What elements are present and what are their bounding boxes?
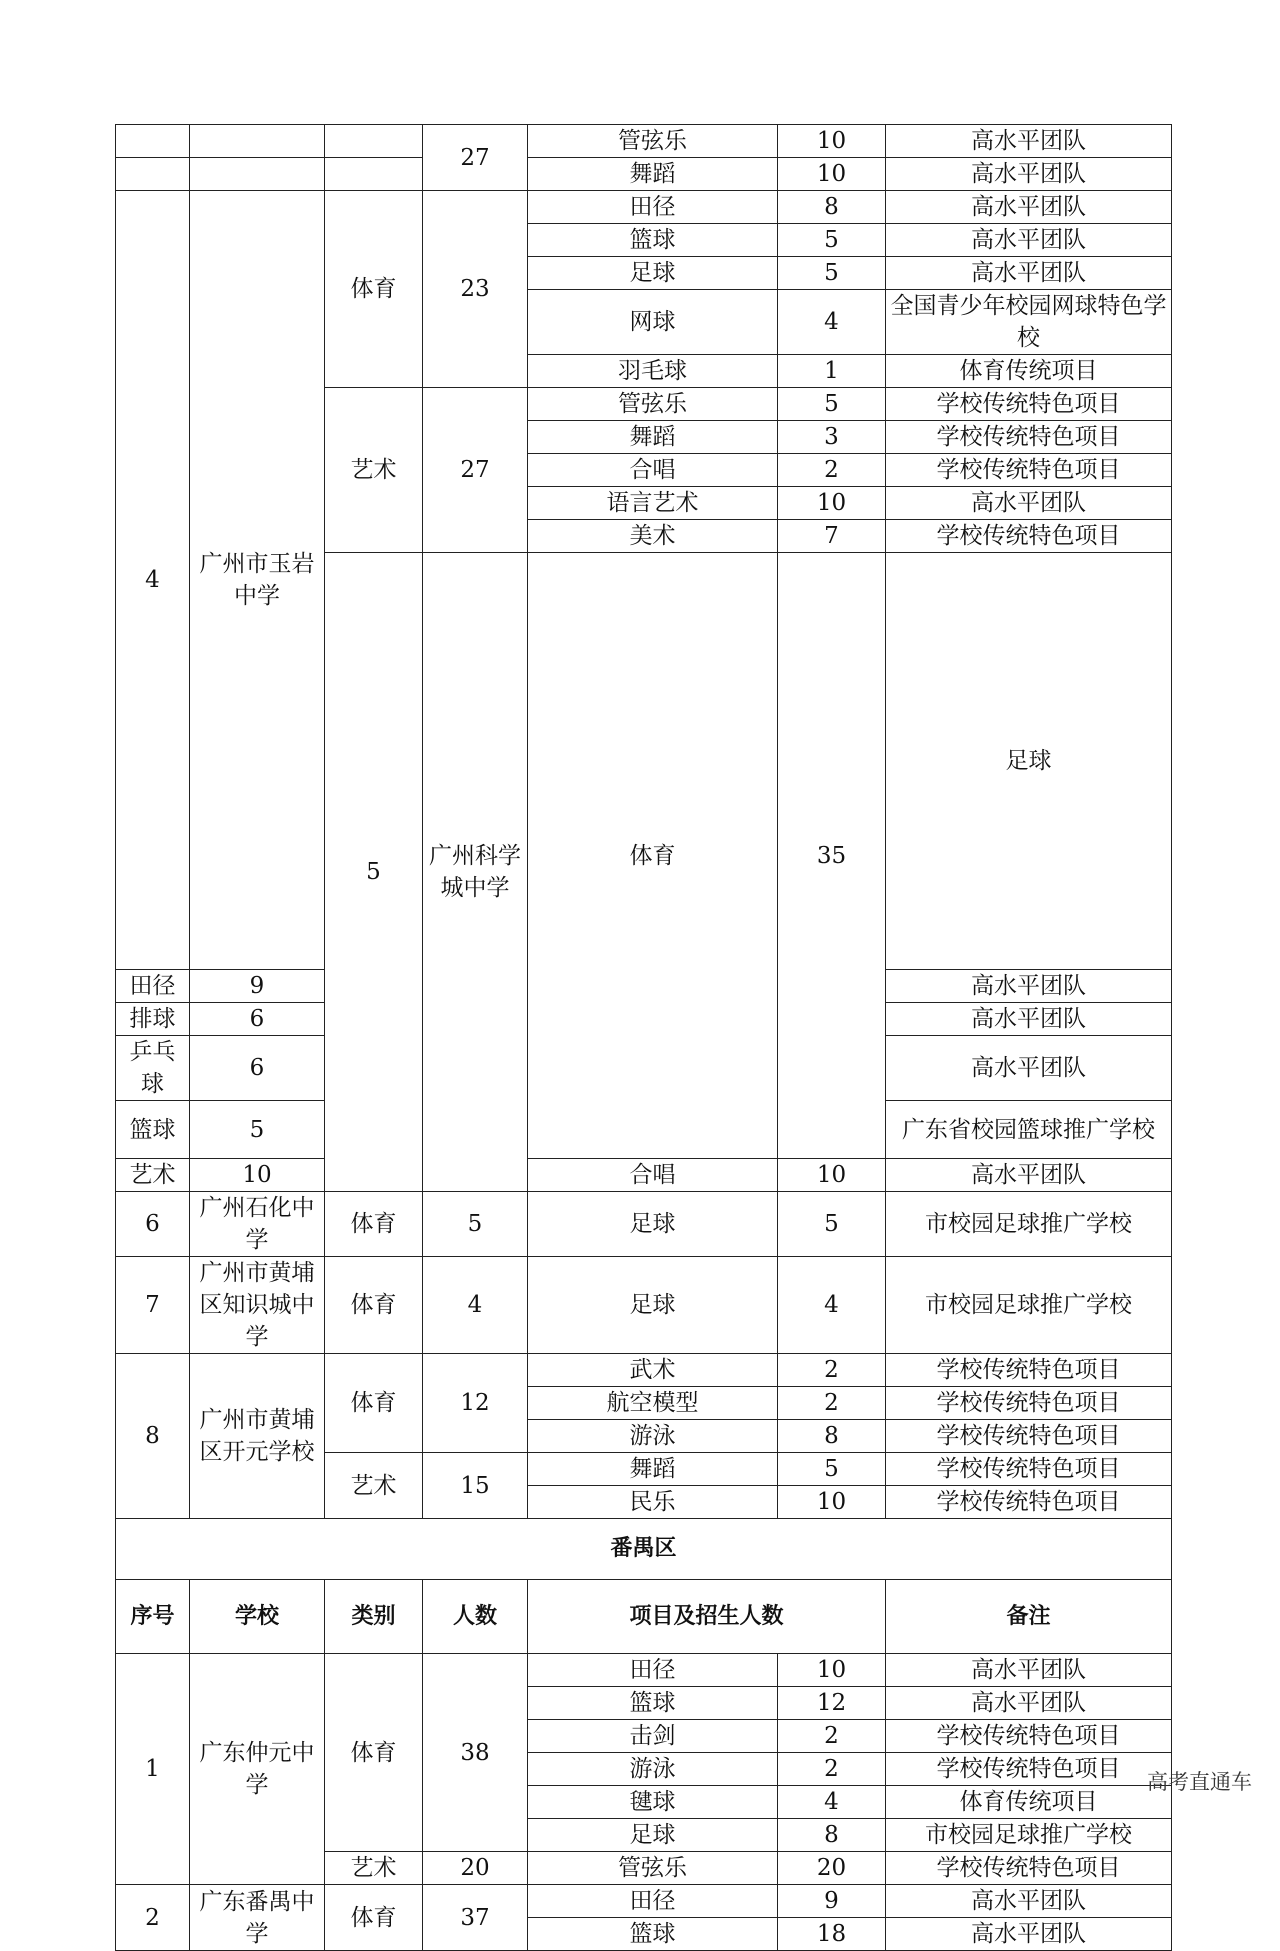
table-cell: 体育 [325,1654,423,1852]
watermark: 高考直通车 [1147,1770,1252,1794]
table-cell: 7 [778,520,886,553]
table-cell: 田径 [116,970,190,1003]
table-cell: 5 [190,1101,325,1159]
table-cell: 5 [423,1192,528,1257]
table-cell: 广东仲元中学 [190,1654,325,1885]
table-row [116,1654,1172,1687]
table-cell: 4 [778,290,886,355]
table-cell: 足球 [528,257,778,290]
column-header: 类别 [325,1580,423,1654]
table-cell: 高水平团队 [886,1918,1172,1951]
table-cell: 学校传统特色项目 [886,388,1172,421]
column-header: 学校 [190,1580,325,1654]
table-cell [190,125,325,158]
table-cell: 高水平团队 [886,1036,1172,1101]
table-row [116,1580,1172,1654]
table-cell: 舞蹈 [528,421,778,454]
table-cell: 体育传统项目 [886,355,1172,388]
table-cell: 广东省校园篮球推广学校 [886,1101,1172,1159]
table-cell [190,158,325,191]
table-cell: 高水平团队 [886,224,1172,257]
table-cell: 乒乓球 [116,1036,190,1101]
table-cell: 10 [778,1486,886,1519]
table-cell [325,125,423,158]
column-header: 人数 [423,1580,528,1654]
table-cell: 5 [778,388,886,421]
table-row [116,1257,1172,1354]
table-cell: 27 [423,125,528,191]
table-cell [116,125,190,158]
table-cell: 学校传统特色项目 [886,1387,1172,1420]
table-cell: 5 [325,553,423,1192]
table-cell: 10 [778,487,886,520]
table-row [116,158,1172,191]
table-cell: 田径 [528,191,778,224]
table-cell: 5 [778,224,886,257]
table-cell: 游泳 [528,1420,778,1453]
table-cell [116,158,190,191]
table-cell: 10 [778,1654,886,1687]
table-cell: 网球 [528,290,778,355]
table-cell: 37 [423,1885,528,1951]
column-header: 备注 [886,1580,1172,1654]
table-cell: 学校传统特色项目 [886,1753,1172,1786]
table-cell: 市校园足球推广学校 [886,1819,1172,1852]
table-cell: 舞蹈 [528,158,778,191]
table-cell: 广东番禺中学 [190,1885,325,1951]
table-cell: 合唱 [528,1159,778,1192]
table-cell: 20 [423,1852,528,1885]
table-row [116,1519,1172,1580]
table-cell: 高水平团队 [886,1159,1172,1192]
table-cell: 艺术 [325,1453,423,1519]
table-cell: 2 [778,1354,886,1387]
table-row [116,1192,1172,1257]
table-cell: 广州石化中学 [190,1192,325,1257]
table-cell: 篮球 [528,224,778,257]
table-cell: 1 [116,1654,190,1885]
table-cell: 高水平团队 [886,1003,1172,1036]
table-cell: 35 [778,553,886,1159]
table-cell: 高水平团队 [886,970,1172,1003]
table-row [116,125,1172,158]
table-cell: 市校园足球推广学校 [886,1257,1172,1354]
table-cell: 学校传统特色项目 [886,520,1172,553]
table-row [116,1354,1172,1387]
table-cell: 学校传统特色项目 [886,1720,1172,1753]
table-cell: 高水平团队 [886,158,1172,191]
table-cell: 2 [778,454,886,487]
table-cell: 8 [116,1354,190,1519]
table-cell: 7 [116,1257,190,1354]
table-cell: 体育传统项目 [886,1786,1172,1819]
table-cell: 4 [423,1257,528,1354]
table-cell: 学校传统特色项目 [886,454,1172,487]
table-cell: 市校园足球推广学校 [886,1192,1172,1257]
table-cell: 高水平团队 [886,257,1172,290]
table-cell: 篮球 [116,1101,190,1159]
table-cell: 足球 [528,1257,778,1354]
table-cell: 12 [778,1687,886,1720]
table-cell: 15 [423,1453,528,1519]
table-cell: 广州市玉岩中学 [190,191,325,970]
table-cell: 武术 [528,1354,778,1387]
table-cell: 体育 [325,191,423,388]
table-cell: 体育 [325,1354,423,1453]
table-row [116,191,1172,224]
table-cell: 航空模型 [528,1387,778,1420]
table-cell: 体育 [325,1885,423,1951]
table-cell: 高水平团队 [886,1885,1172,1918]
table-cell: 4 [778,1786,886,1819]
table-cell: 5 [778,257,886,290]
table-cell: 4 [778,1257,886,1354]
table-cell: 艺术 [325,388,423,553]
table-cell: 10 [778,1159,886,1192]
table-cell: 8 [778,1420,886,1453]
table-cell: 舞蹈 [528,1453,778,1486]
table-cell: 广州科学城中学 [423,553,528,1192]
table-row [116,1159,1172,1192]
table-cell: 20 [778,1852,886,1885]
table-cell: 广州市黄埔区知识城中学 [190,1257,325,1354]
table-cell: 体育 [528,553,778,1159]
table-cell: 高水平团队 [886,1687,1172,1720]
table-cell: 10 [190,1159,325,1192]
table-cell: 5 [778,1453,886,1486]
table-cell: 管弦乐 [528,125,778,158]
table-cell: 23 [423,191,528,388]
table-cell: 管弦乐 [528,1852,778,1885]
table-cell: 管弦乐 [528,388,778,421]
table-cell: 5 [778,1192,886,1257]
table-cell: 田径 [528,1885,778,1918]
table-cell: 高水平团队 [886,125,1172,158]
table-cell: 广州市黄埔区开元学校 [190,1354,325,1519]
table-cell: 27 [423,388,528,553]
table-cell: 9 [190,970,325,1003]
table-cell: 艺术 [116,1159,190,1192]
table-cell: 6 [116,1192,190,1257]
table-cell: 篮球 [528,1687,778,1720]
table-cell: 游泳 [528,1753,778,1786]
table-cell: 田径 [528,1654,778,1687]
table-cell: 美术 [528,520,778,553]
enrollment-table [115,124,1172,1951]
column-header: 序号 [116,1580,190,1654]
table-cell: 学校传统特色项目 [886,1453,1172,1486]
district-heading: 番禺区 [116,1519,1172,1580]
table-cell: 击剑 [528,1720,778,1753]
table-cell: 学校传统特色项目 [886,421,1172,454]
table-cell: 6 [190,1003,325,1036]
table-cell: 3 [778,421,886,454]
table-cell: 10 [778,125,886,158]
table-cell: 8 [778,1819,886,1852]
column-header: 项目及招生人数 [528,1580,886,1654]
table-row [116,1885,1172,1918]
table-cell: 38 [423,1654,528,1852]
table-cell: 学校传统特色项目 [886,1420,1172,1453]
table-cell: 合唱 [528,454,778,487]
table-cell: 2 [116,1885,190,1951]
table-cell: 语言艺术 [528,487,778,520]
table-cell: 体育 [325,1257,423,1354]
table-cell: 艺术 [325,1852,423,1885]
table-cell: 高水平团队 [886,191,1172,224]
table-cell: 毽球 [528,1786,778,1819]
table-cell: 民乐 [528,1486,778,1519]
table-cell: 羽毛球 [528,355,778,388]
table-cell: 2 [778,1720,886,1753]
table-cell: 全国青少年校园网球特色学校 [886,290,1172,355]
table-cell: 9 [778,1885,886,1918]
table-cell: 篮球 [528,1918,778,1951]
table-cell [325,158,423,191]
table-cell: 2 [778,1753,886,1786]
table-cell: 高水平团队 [886,487,1172,520]
table-cell: 18 [778,1918,886,1951]
table-cell: 足球 [528,1819,778,1852]
table-cell: 学校传统特色项目 [886,1852,1172,1885]
table-cell: 10 [778,158,886,191]
table-cell: 排球 [116,1003,190,1036]
table-cell: 1 [778,355,886,388]
table-cell: 足球 [886,553,1172,970]
table-cell: 足球 [528,1192,778,1257]
table-cell: 学校传统特色项目 [886,1486,1172,1519]
table-cell: 2 [778,1387,886,1420]
table-cell: 12 [423,1354,528,1453]
table-cell: 学校传统特色项目 [886,1354,1172,1387]
table-cell: 体育 [325,1192,423,1257]
table-cell: 6 [190,1036,325,1101]
table-cell: 高水平团队 [886,1654,1172,1687]
table-cell: 8 [778,191,886,224]
table-cell: 4 [116,191,190,970]
